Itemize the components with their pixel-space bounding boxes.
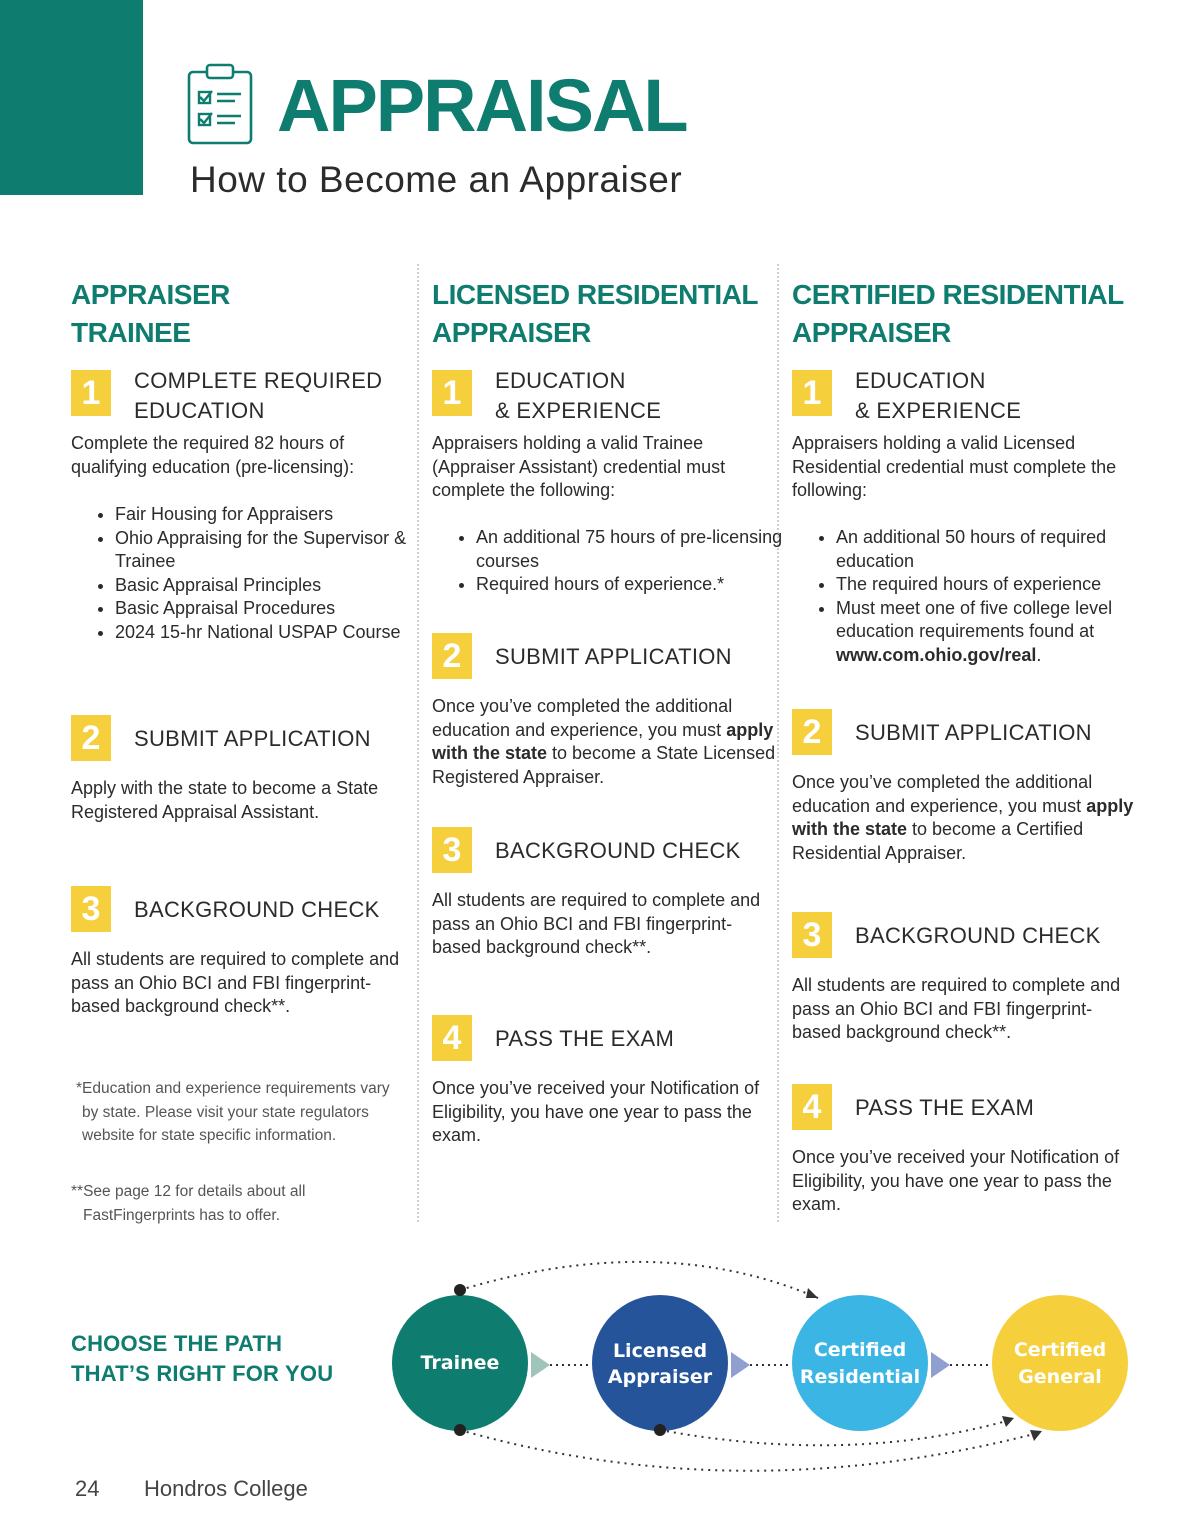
step-description: All students are required to complete and pass an Ohio BCI and FBI fingerprint-based background check**. <box>71 949 400 1017</box>
column-title-line: APPRAISER <box>432 317 591 348</box>
step-title: BACKGROUND CHECK <box>495 838 741 863</box>
step-title: SUBMIT APPLICATION <box>134 726 371 751</box>
column-title-line: TRAINEE <box>71 317 191 348</box>
node-certified-general <box>992 1295 1128 1431</box>
step-number-badge: 3 <box>792 912 832 958</box>
education-bullet-list <box>97 503 445 645</box>
step-title-line: EDUCATION <box>855 368 986 393</box>
step-title-line: EDUCATION <box>134 398 265 423</box>
list-item: • 2024 15-hr National USPAP Course <box>115 621 445 645</box>
step-title <box>855 366 1021 426</box>
step-description: Appraisers holding a valid Trainee (Appraiser Assistant) credential must complete the following: <box>432 433 726 501</box>
step-description-text: to become a Certified Residential Appraiser. <box>792 819 1084 863</box>
path-heading-line: THAT’S RIGHT FOR YOU <box>71 1361 334 1386</box>
step-description-text: Once you’ve completed the additional education and experience, you must <box>432 696 733 740</box>
list-item: • Basic Appraisal Procedures <box>115 597 445 621</box>
step-title: SUBMIT APPLICATION <box>495 644 732 669</box>
list-item: • Basic Appraisal Principles <box>115 574 445 598</box>
step-number-badge: 3 <box>71 886 111 932</box>
step-title <box>134 366 382 426</box>
list-item-text: . <box>1036 644 1042 665</box>
clipboard-checklist-icon <box>186 62 256 146</box>
step-description: Complete the required 82 hours of qualifying education (pre-licensing): <box>71 433 355 477</box>
node-label: Licensed <box>612 1340 708 1362</box>
column-certified-residential <box>792 276 1137 1215</box>
path-origin-dot <box>654 1424 666 1436</box>
column-licensed-residential <box>432 276 783 1146</box>
path-arrow-icon <box>931 1352 950 1378</box>
step-description: All students are required to complete and pass an Ohio BCI and FBI fingerprint-based background check**. <box>792 975 1121 1043</box>
career-path-diagram <box>380 1250 1160 1480</box>
publisher-name: Hondros College <box>144 1476 308 1501</box>
node-label: Certified <box>1013 1339 1107 1361</box>
page-subtitle: How to Become an Appraiser <box>190 159 683 200</box>
step-description: All students are required to complete and pass an Ohio BCI and FBI fingerprint-based background check**. <box>432 890 761 958</box>
step-title: PASS THE EXAM <box>855 1095 1035 1120</box>
step-number-badge: 3 <box>432 827 472 873</box>
list-item <box>836 597 1166 668</box>
step-description-emphasis: apply with the state <box>432 719 774 764</box>
path-arrow-icon <box>531 1352 550 1378</box>
step-description: Appraisers holding a valid Licensed Residential credential must complete the following: <box>792 433 1117 501</box>
page-title: APPRAISAL <box>277 64 687 147</box>
column-appraiser-trainee <box>71 276 416 1224</box>
path-origin-dot <box>454 1424 466 1436</box>
step-number-badge: 2 <box>71 715 111 761</box>
list-item: • Required hours of experience.* <box>476 573 806 597</box>
node-label: Trainee <box>420 1352 500 1374</box>
list-item: • The required hours of experience <box>836 573 1166 597</box>
column-title <box>71 276 416 352</box>
step-title-line: COMPLETE REQUIRED <box>134 368 383 393</box>
path-heading <box>71 1329 333 1389</box>
column-divider <box>417 264 419 1222</box>
arrowhead-icon <box>1002 1416 1014 1427</box>
header-accent-block <box>0 0 143 195</box>
step-title: BACKGROUND CHECK <box>855 923 1101 948</box>
column-title <box>792 276 1137 352</box>
node-label: Residential <box>799 1366 921 1388</box>
step-title-line: EDUCATION <box>495 368 626 393</box>
step-description <box>792 771 1140 865</box>
column-title-line: CERTIFIED RESIDENTIAL <box>792 279 1124 310</box>
list-item: • An additional 75 hours of pre-licensing courses <box>476 526 806 573</box>
column-title-line: APPRAISER <box>792 317 951 348</box>
step-number-badge: 1 <box>71 370 111 416</box>
step-title: SUBMIT APPLICATION <box>855 720 1092 745</box>
step-title-line: & EXPERIENCE <box>855 398 1022 423</box>
footnote-fingerprints: **See page 12 for details about all FastFingerprints has to offer. <box>71 1183 306 1224</box>
list-item: • An additional 50 hours of required education <box>836 526 1166 573</box>
step-description-text: to become a State Licensed Registered Appraiser. <box>432 743 776 787</box>
node-certified-residential <box>792 1295 928 1431</box>
education-bullet-list <box>818 526 1166 668</box>
step-number-badge: 2 <box>792 709 832 755</box>
path-arc-trainee-to-certified-residential <box>460 1262 818 1298</box>
step-description: Once you’ve received your Notification of Eligibility, you have one year to pass the exam. <box>432 1078 760 1146</box>
step-number-badge: 2 <box>432 633 472 679</box>
step-description-emphasis: apply with the state <box>792 795 1134 840</box>
path-heading-line: CHOOSE THE PATH <box>71 1331 283 1356</box>
step-title <box>495 366 661 426</box>
step-title: BACKGROUND CHECK <box>134 897 380 922</box>
path-arrow-icon <box>731 1352 750 1378</box>
arrowhead-icon <box>806 1288 818 1298</box>
column-title <box>432 276 777 352</box>
step-description: Apply with the state to become a State Registered Appraisal Assistant. <box>71 778 379 822</box>
step-title: PASS THE EXAM <box>495 1026 675 1051</box>
node-licensed-appraiser <box>592 1295 728 1431</box>
website-link[interactable]: www.com.ohio.gov/real <box>836 644 1037 665</box>
node-label: Appraiser <box>607 1366 713 1388</box>
step-description: Once you’ve received your Notification of Eligibility, you have one year to pass the exam. <box>792 1147 1120 1215</box>
list-item-text: Must meet one of five college level education requirements found at <box>836 597 1113 642</box>
step-number-badge: 4 <box>792 1084 832 1130</box>
step-description <box>432 695 780 789</box>
list-item: • Fair Housing for Appraisers <box>115 503 445 527</box>
list-item: • Ohio Appraising for the Supervisor & Trainee <box>115 527 445 574</box>
footnote-requirements: *Education and experience requirements vary by state. Please visit your state regulators website for state specific information. <box>76 1080 390 1145</box>
arrowhead-icon <box>1030 1430 1042 1441</box>
column-title-line: APPRAISER <box>71 279 230 310</box>
education-bullet-list <box>458 526 806 597</box>
path-origin-dot <box>454 1284 466 1296</box>
path-arc-trainee-to-certified-general <box>460 1430 1038 1471</box>
node-label: Certified <box>813 1339 907 1361</box>
column-title-line: LICENSED RESIDENTIAL <box>432 279 759 310</box>
step-number-badge: 1 <box>792 370 832 416</box>
node-label: General <box>1018 1366 1102 1388</box>
step-title-line: & EXPERIENCE <box>495 398 662 423</box>
step-number-badge: 1 <box>432 370 472 416</box>
step-description-text: Once you’ve completed the additional education and experience, you must <box>792 772 1093 816</box>
step-number-badge: 4 <box>432 1015 472 1061</box>
page-number: 24 <box>75 1476 100 1501</box>
